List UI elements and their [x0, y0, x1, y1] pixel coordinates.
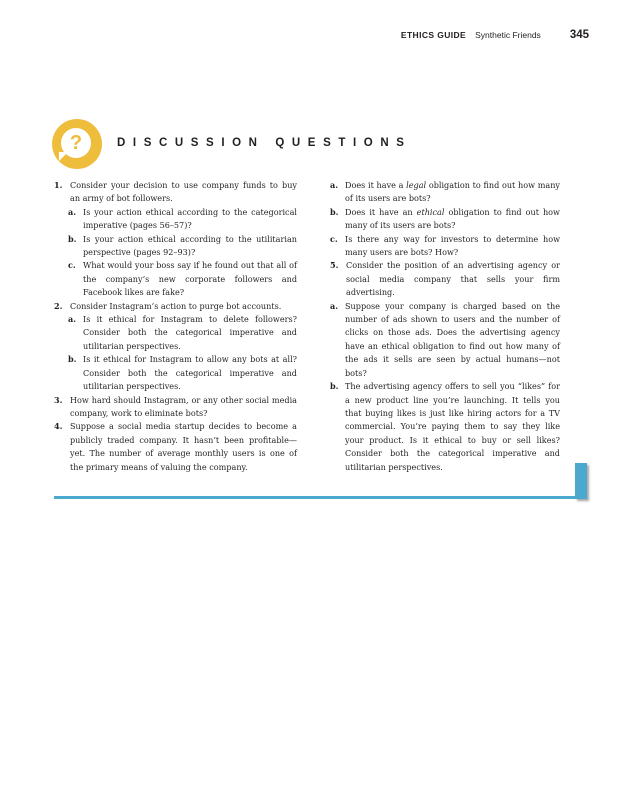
divider-end-bar: [575, 463, 587, 499]
question-text: How hard should Instagram, or any other social media company, work to eliminate bots?: [70, 394, 297, 418]
sub-text-post: obligation to find out how many of its users are bots?: [345, 180, 560, 204]
sub-text-pre: Does it have a: [345, 180, 407, 190]
sub-question: [330, 233, 560, 260]
chapter-title: Synthetic Friends: [475, 30, 541, 40]
question-number: 1.: [54, 180, 63, 190]
sub-text-pre: Does it have an: [345, 206, 417, 217]
sub-text-post: obligation to find out how many of its users are bots?: [345, 206, 560, 231]
question-item: [330, 259, 560, 299]
sub-question: [54, 233, 297, 260]
guide-label: ETHICS GUIDE: [400, 30, 467, 40]
sub-letter: a.: [330, 180, 339, 190]
sub-text: Is it ethical for Instagram to delete followers? Consider both the categorical imperative and utilitarian perspectives.: [83, 314, 297, 351]
right-column: [330, 179, 560, 474]
question-text: Consider your decision to use company funds to buy an army of bot followers.: [70, 180, 297, 204]
sub-text: Is your action ethical according to the utilitarian perspective (pages 92–93)?: [83, 233, 297, 258]
sub-question: [54, 353, 297, 393]
sub-text: Is your action ethical according to the categorical imperative (pages 56–57)?: [83, 206, 297, 231]
sub-question: [330, 179, 560, 206]
sub-text: The advertising agency offers to sell you “likes” for a new product line you’re launching. It tells you that buying likes is just like hiring actors for a TV commercial. You’re paying them to say they like your product. Is it ethical to buy or sell likes? Consider both the categorical imperative and utilitarian perspectives.: [345, 381, 560, 472]
sub-letter: b.: [68, 354, 77, 365]
question-text: Consider Instagram’s action to purge bot accounts.: [70, 300, 282, 311]
sub-letter: c.: [68, 260, 76, 271]
section-title: DISCUSSION QUESTIONS: [117, 137, 412, 149]
sub-text: Suppose your company is charged based on the number of ads shown to users and the number of clicks on those ads. Does the advertising agency have an ethical obligation to find out how many of the ads it sells are seen by actual humans—not bots?: [345, 300, 560, 378]
question-number: 2.: [54, 300, 63, 311]
sub-letter: b.: [330, 206, 339, 217]
speech-bubble: ?: [61, 128, 91, 158]
question-number: 4.: [54, 421, 63, 432]
speech-bubble-tail: [59, 152, 68, 161]
section-divider: [54, 496, 575, 499]
sub-text: What would your boss say if he found out that all of the company’s new corporate followers and Facebook likes are fake?: [83, 260, 297, 298]
emphasis-legal: legal: [406, 180, 427, 190]
question-number: 3.: [54, 394, 63, 405]
sub-letter: b.: [330, 381, 339, 392]
sub-text: Is it ethical for Instagram to allow any bots at all? Consider both the categorical imperative and utilitarian perspectives.: [83, 354, 297, 392]
sub-letter: a.: [68, 206, 77, 217]
emphasis-ethical: ethical: [416, 206, 445, 217]
left-column: [54, 179, 297, 474]
sub-question: [54, 206, 297, 233]
running-header: [401, 29, 589, 43]
question-item: [54, 179, 297, 206]
sub-question: [330, 206, 560, 233]
sub-text: Is there any way for investors to determine how many users are bots? How?: [345, 233, 560, 258]
sub-letter: a.: [330, 300, 339, 311]
question-number: 5.: [330, 260, 339, 271]
question-item: [54, 300, 297, 313]
sub-letter: b.: [68, 233, 77, 244]
question-mark-bubble-icon: [52, 119, 102, 169]
sub-letter: c.: [330, 233, 338, 244]
sub-question: [54, 259, 297, 299]
question-item: [54, 394, 297, 421]
question-text: Consider the position of an advertising agency or social media company that sells your firm advertising.: [346, 260, 560, 298]
sub-question: [54, 313, 297, 353]
sub-question: [330, 300, 560, 380]
sub-question: [330, 380, 560, 474]
question-item: [54, 420, 297, 474]
page-number: 345: [569, 29, 589, 41]
question-text: Suppose a social media startup decides to become a publicly traded company. It hasn’t been profitable—yet. The number of average monthly users is one of the primary means of valuing the company.: [70, 421, 297, 472]
sub-letter: a.: [68, 314, 77, 325]
